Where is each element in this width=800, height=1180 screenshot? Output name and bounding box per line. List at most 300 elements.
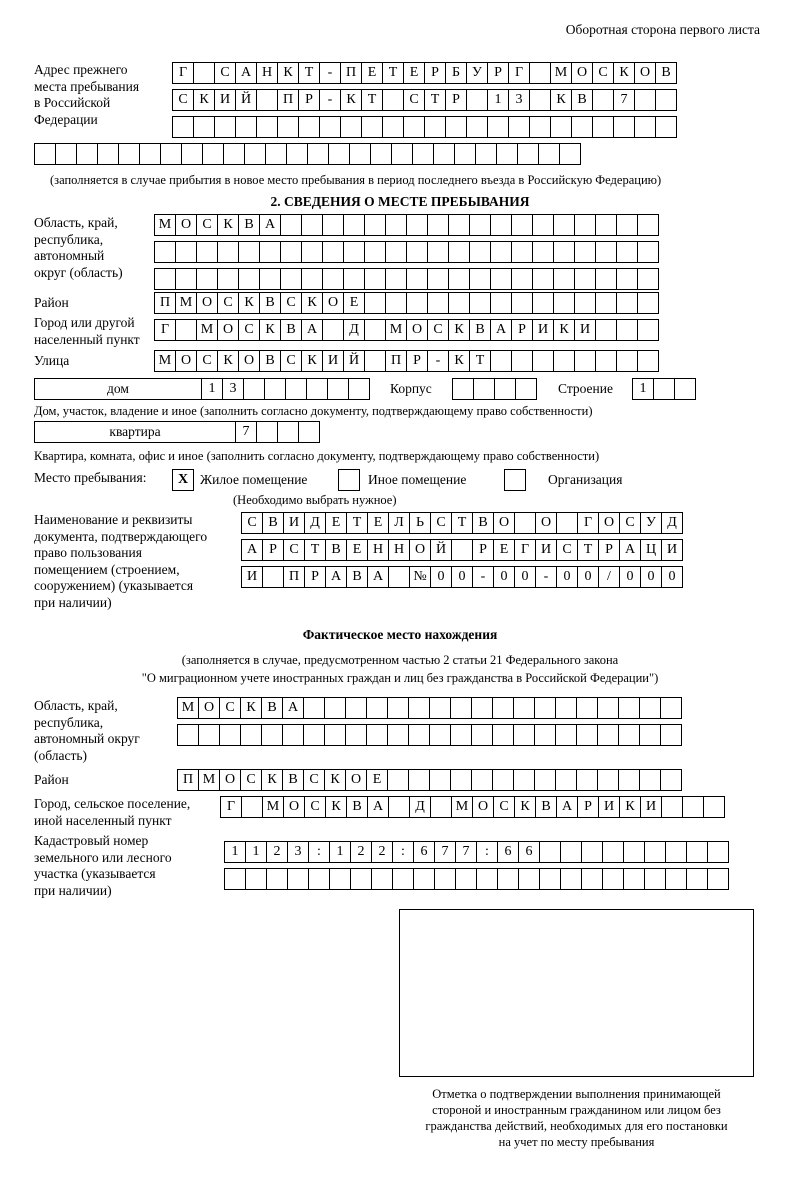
cadastral-cell-19[interactable]	[623, 868, 645, 890]
house-cell-3[interactable]	[264, 378, 286, 400]
document-cell-14[interactable]: -	[535, 566, 557, 588]
city-cell-0[interactable]: Г	[154, 319, 176, 341]
prev-address-cell-14[interactable]: У	[466, 62, 488, 84]
actual-district-cell-0[interactable]: П	[177, 769, 199, 791]
district-cell-11[interactable]	[385, 292, 407, 314]
region-cell-2[interactable]	[196, 268, 218, 290]
document-cell-0[interactable]: И	[241, 566, 263, 588]
korpus-cell-0[interactable]	[452, 378, 474, 400]
document-row-1[interactable]	[241, 512, 682, 534]
cadastral-cell-22[interactable]	[686, 841, 708, 863]
actual-region-cell-14[interactable]	[471, 697, 493, 719]
prev-address-cell-17[interactable]	[391, 143, 413, 165]
actual-region-row-2[interactable]	[177, 724, 681, 746]
document-row-2[interactable]	[241, 539, 682, 561]
prev-address-row-3[interactable]	[172, 116, 676, 138]
document-cell-7[interactable]: Н	[388, 539, 410, 561]
cadastral-cell-18[interactable]	[602, 841, 624, 863]
prev-address-cell-0[interactable]	[172, 116, 194, 138]
region-cell-18[interactable]	[532, 241, 554, 263]
region-cell-13[interactable]	[427, 268, 449, 290]
street-cell-5[interactable]: В	[259, 350, 281, 372]
house-cells[interactable]	[201, 378, 369, 400]
actual-district-cell-3[interactable]: С	[240, 769, 262, 791]
actual-region-cell-16[interactable]	[513, 724, 535, 746]
actual-district-cell-14[interactable]	[471, 769, 493, 791]
actual-region-cell-0[interactable]: М	[177, 697, 199, 719]
street-cell-9[interactable]: Й	[343, 350, 365, 372]
actual-region-cell-23[interactable]	[660, 724, 682, 746]
district-cell-14[interactable]	[448, 292, 470, 314]
region-cell-7[interactable]	[301, 241, 323, 263]
cadastral-cell-14[interactable]	[518, 868, 540, 890]
prev-address-cell-7[interactable]: -	[319, 62, 341, 84]
district-cell-16[interactable]	[490, 292, 512, 314]
prev-address-cell-11[interactable]	[265, 143, 287, 165]
actual-district-cell-10[interactable]	[387, 769, 409, 791]
actual-region-cell-17[interactable]	[534, 697, 556, 719]
actual-region-cell-3[interactable]: К	[240, 697, 262, 719]
region-cell-9[interactable]	[343, 214, 365, 236]
prev-address-cell-15[interactable]: 1	[487, 89, 509, 111]
document-cell-13[interactable]: Г	[514, 539, 536, 561]
actual-region-cell-15[interactable]	[492, 724, 514, 746]
actual-region-cell-3[interactable]	[240, 724, 262, 746]
region-cell-4[interactable]: В	[238, 214, 260, 236]
actual-region-cell-12[interactable]	[429, 697, 451, 719]
cadastral-cell-17[interactable]	[581, 841, 603, 863]
actual-city-cell-17[interactable]: Р	[577, 796, 599, 818]
prev-address-cell-9[interactable]: Т	[361, 89, 383, 111]
cadastral-cell-22[interactable]	[686, 868, 708, 890]
prev-address-cell-23[interactable]	[655, 89, 677, 111]
cadastral-cell-21[interactable]	[665, 841, 687, 863]
document-cell-11[interactable]: В	[472, 512, 494, 534]
place-type-checkbox-residential[interactable]: X	[172, 469, 194, 491]
prev-address-cell-0[interactable]: Г	[172, 62, 194, 84]
district-cell-12[interactable]	[406, 292, 428, 314]
house-cell-6[interactable]	[327, 378, 349, 400]
actual-district-cell-17[interactable]	[534, 769, 556, 791]
prev-address-cell-10[interactable]: Т	[382, 62, 404, 84]
cadastral-cell-8[interactable]	[392, 868, 414, 890]
flat-cell-1[interactable]	[256, 421, 278, 443]
street-cell-4[interactable]: О	[238, 350, 260, 372]
prev-address-cell-13[interactable]: Р	[445, 89, 467, 111]
document-cell-6[interactable]: А	[367, 566, 389, 588]
prev-address-cell-3[interactable]	[97, 143, 119, 165]
cadastral-cell-7[interactable]: 2	[371, 841, 393, 863]
prev-address-cell-18[interactable]	[550, 116, 572, 138]
street-cell-8[interactable]: И	[322, 350, 344, 372]
actual-city-cell-4[interactable]: С	[304, 796, 326, 818]
document-cell-20[interactable]: 0	[661, 566, 683, 588]
prev-address-cell-0[interactable]: С	[172, 89, 194, 111]
actual-district-cell-8[interactable]: О	[345, 769, 367, 791]
street-cell-7[interactable]: К	[301, 350, 323, 372]
region-cell-11[interactable]	[385, 241, 407, 263]
district-cell-4[interactable]: К	[238, 292, 260, 314]
cadastral-cell-11[interactable]	[455, 868, 477, 890]
actual-city-cell-19[interactable]: К	[619, 796, 641, 818]
prev-address-cell-21[interactable]	[475, 143, 497, 165]
actual-district-cell-22[interactable]	[639, 769, 661, 791]
district-cell-0[interactable]: П	[154, 292, 176, 314]
cadastral-cell-12[interactable]: :	[476, 841, 498, 863]
cadastral-cell-1[interactable]: 1	[245, 841, 267, 863]
district-cell-17[interactable]	[511, 292, 533, 314]
house-cell-5[interactable]	[306, 378, 328, 400]
actual-district-cell-6[interactable]: С	[303, 769, 325, 791]
cadastral-cell-5[interactable]	[329, 868, 351, 890]
street-cell-17[interactable]	[511, 350, 533, 372]
region-cell-20[interactable]	[574, 268, 596, 290]
district-cell-5[interactable]: В	[259, 292, 281, 314]
region-cell-14[interactable]	[448, 268, 470, 290]
prev-address-cell-20[interactable]: С	[592, 62, 614, 84]
prev-address-cell-8[interactable]	[340, 116, 362, 138]
city-cell-9[interactable]: Д	[343, 319, 365, 341]
district-row[interactable]	[154, 292, 658, 314]
prev-address-cell-6[interactable]	[160, 143, 182, 165]
city-cell-16[interactable]: А	[490, 319, 512, 341]
street-cell-16[interactable]	[490, 350, 512, 372]
region-cell-21[interactable]	[595, 268, 617, 290]
cadastral-cell-9[interactable]: 6	[413, 841, 435, 863]
house-cell-4[interactable]	[285, 378, 307, 400]
region-cell-4[interactable]	[238, 268, 260, 290]
cadastral-cell-3[interactable]: 3	[287, 841, 309, 863]
document-cell-10[interactable]: Т	[451, 512, 473, 534]
region-cell-20[interactable]	[574, 241, 596, 263]
document-cell-19[interactable]: Ц	[640, 539, 662, 561]
region-cell-20[interactable]	[574, 214, 596, 236]
prev-address-cell-17[interactable]	[529, 116, 551, 138]
prev-address-cell-16[interactable]: Г	[508, 62, 530, 84]
stroenie-cell-0[interactable]: 1	[632, 378, 654, 400]
document-cell-10[interactable]: 0	[451, 566, 473, 588]
prev-address-cell-22[interactable]	[496, 143, 518, 165]
prev-address-cell-12[interactable]	[424, 116, 446, 138]
actual-region-cell-19[interactable]	[576, 697, 598, 719]
city-cell-22[interactable]	[616, 319, 638, 341]
prev-address-cell-15[interactable]	[487, 116, 509, 138]
region-cell-7[interactable]	[301, 268, 323, 290]
document-cell-15[interactable]	[556, 512, 578, 534]
prev-address-cell-3[interactable]	[235, 116, 257, 138]
city-cell-23[interactable]	[637, 319, 659, 341]
city-cell-20[interactable]: И	[574, 319, 596, 341]
actual-city-cell-5[interactable]: К	[325, 796, 347, 818]
document-cell-16[interactable]: Г	[577, 512, 599, 534]
actual-district-cell-2[interactable]: О	[219, 769, 241, 791]
prev-address-cell-11[interactable]: Е	[403, 62, 425, 84]
district-cell-6[interactable]: С	[280, 292, 302, 314]
city-cell-2[interactable]: М	[196, 319, 218, 341]
region-cell-10[interactable]	[364, 241, 386, 263]
street-cell-6[interactable]: С	[280, 350, 302, 372]
korpus-cell-3[interactable]	[515, 378, 537, 400]
document-cell-5[interactable]: Т	[346, 512, 368, 534]
prev-address-cell-13[interactable]	[307, 143, 329, 165]
actual-city-cell-11[interactable]: М	[451, 796, 473, 818]
prev-address-cell-8[interactable]: П	[340, 62, 362, 84]
district-cell-3[interactable]: С	[217, 292, 239, 314]
prev-address-cell-16[interactable]: 3	[508, 89, 530, 111]
prev-address-cell-2[interactable]: С	[214, 62, 236, 84]
actual-region-cell-1[interactable]: О	[198, 697, 220, 719]
district-cell-13[interactable]	[427, 292, 449, 314]
actual-district-cell-18[interactable]	[555, 769, 577, 791]
prev-address-cell-12[interactable]: Т	[424, 89, 446, 111]
prev-address-cell-4[interactable]	[256, 116, 278, 138]
prev-address-cell-12[interactable]	[286, 143, 308, 165]
actual-district-row[interactable]	[177, 769, 681, 791]
document-cell-17[interactable]: /	[598, 566, 620, 588]
document-cell-13[interactable]: 0	[514, 566, 536, 588]
street-cell-11[interactable]: П	[385, 350, 407, 372]
region-cell-9[interactable]	[343, 268, 365, 290]
region-cell-4[interactable]	[238, 241, 260, 263]
street-cell-18[interactable]	[532, 350, 554, 372]
street-cell-19[interactable]	[553, 350, 575, 372]
document-cell-0[interactable]: А	[241, 539, 263, 561]
region-cell-3[interactable]: К	[217, 214, 239, 236]
house-cell-1[interactable]: 3	[222, 378, 244, 400]
document-cell-2[interactable]: И	[283, 512, 305, 534]
prev-address-cell-2[interactable]	[76, 143, 98, 165]
cadastral-cell-8[interactable]: :	[392, 841, 414, 863]
actual-region-cell-8[interactable]	[345, 697, 367, 719]
actual-region-cell-16[interactable]	[513, 697, 535, 719]
document-cell-19[interactable]: 0	[640, 566, 662, 588]
actual-region-cell-6[interactable]	[303, 697, 325, 719]
actual-city-cell-2[interactable]: М	[262, 796, 284, 818]
prev-address-cell-21[interactable]	[613, 116, 635, 138]
prev-address-cell-23[interactable]: В	[655, 62, 677, 84]
actual-district-cell-7[interactable]: К	[324, 769, 346, 791]
prev-address-row-1[interactable]	[172, 62, 676, 84]
street-cell-20[interactable]	[574, 350, 596, 372]
cadastral-cell-4[interactable]: :	[308, 841, 330, 863]
prev-address-cell-23[interactable]	[655, 116, 677, 138]
document-cell-3[interactable]: Д	[304, 512, 326, 534]
prev-address-cell-10[interactable]	[382, 89, 404, 111]
region-cell-22[interactable]	[616, 268, 638, 290]
prev-address-cell-9[interactable]	[223, 143, 245, 165]
city-cell-17[interactable]: Р	[511, 319, 533, 341]
document-cell-14[interactable]: И	[535, 539, 557, 561]
flat-cell-2[interactable]	[277, 421, 299, 443]
korpus-cell-1[interactable]	[473, 378, 495, 400]
document-cell-16[interactable]: 0	[577, 566, 599, 588]
document-cell-0[interactable]: С	[241, 512, 263, 534]
actual-district-cell-19[interactable]	[576, 769, 598, 791]
prev-address-cell-19[interactable]	[433, 143, 455, 165]
prev-address-cell-8[interactable]	[202, 143, 224, 165]
street-cell-1[interactable]: О	[175, 350, 197, 372]
prev-address-cell-8[interactable]: К	[340, 89, 362, 111]
prev-address-cell-20[interactable]	[454, 143, 476, 165]
prev-address-cell-6[interactable]	[298, 116, 320, 138]
actual-region-cell-1[interactable]	[198, 724, 220, 746]
document-cell-4[interactable]: В	[325, 539, 347, 561]
region-cell-17[interactable]	[511, 214, 533, 236]
actual-region-cell-12[interactable]	[429, 724, 451, 746]
document-cell-2[interactable]: С	[283, 539, 305, 561]
city-cell-7[interactable]: А	[301, 319, 323, 341]
actual-region-cell-18[interactable]	[555, 697, 577, 719]
document-cell-11[interactable]: -	[472, 566, 494, 588]
region-cell-19[interactable]	[553, 241, 575, 263]
cadastral-cell-13[interactable]	[497, 868, 519, 890]
street-cell-2[interactable]: С	[196, 350, 218, 372]
document-cell-1[interactable]: В	[262, 512, 284, 534]
actual-region-row-1[interactable]	[177, 697, 681, 719]
region-cell-0[interactable]	[154, 241, 176, 263]
street-cell-10[interactable]	[364, 350, 386, 372]
region-cell-6[interactable]	[280, 214, 302, 236]
prev-address-cell-1[interactable]	[55, 143, 77, 165]
document-cell-8[interactable]: №	[409, 566, 431, 588]
prev-address-cell-15[interactable]: Р	[487, 62, 509, 84]
actual-district-cell-15[interactable]	[492, 769, 514, 791]
region-cell-3[interactable]	[217, 268, 239, 290]
region-cell-15[interactable]	[469, 241, 491, 263]
cadastral-cell-3[interactable]	[287, 868, 309, 890]
document-cell-16[interactable]: Т	[577, 539, 599, 561]
actual-city-cell-15[interactable]: В	[535, 796, 557, 818]
region-cell-8[interactable]	[322, 268, 344, 290]
actual-region-cell-19[interactable]	[576, 724, 598, 746]
cadastral-cell-12[interactable]	[476, 868, 498, 890]
prev-address-cell-10[interactable]	[382, 116, 404, 138]
document-cell-7[interactable]	[388, 566, 410, 588]
cadastral-cell-7[interactable]	[371, 868, 393, 890]
actual-district-cell-12[interactable]	[429, 769, 451, 791]
city-cell-1[interactable]	[175, 319, 197, 341]
district-cell-9[interactable]: Е	[343, 292, 365, 314]
city-cell-12[interactable]: О	[406, 319, 428, 341]
prev-address-cell-10[interactable]	[244, 143, 266, 165]
document-cell-12[interactable]: О	[493, 512, 515, 534]
document-cell-4[interactable]: А	[325, 566, 347, 588]
prev-address-cell-7[interactable]: -	[319, 89, 341, 111]
prev-address-cell-19[interactable]	[571, 116, 593, 138]
cadastral-cell-13[interactable]: 6	[497, 841, 519, 863]
actual-district-cell-23[interactable]	[660, 769, 682, 791]
region-cell-6[interactable]	[280, 268, 302, 290]
city-cell-18[interactable]: И	[532, 319, 554, 341]
document-cell-13[interactable]	[514, 512, 536, 534]
house-cell-2[interactable]	[243, 378, 265, 400]
flat-cells[interactable]	[235, 421, 319, 443]
actual-region-cell-21[interactable]	[618, 724, 640, 746]
cadastral-cell-20[interactable]	[644, 841, 666, 863]
actual-city-cell-8[interactable]	[388, 796, 410, 818]
region-cell-17[interactable]	[511, 268, 533, 290]
region-cell-6[interactable]	[280, 241, 302, 263]
region-row-3[interactable]	[154, 268, 658, 290]
prev-address-cell-19[interactable]: О	[571, 62, 593, 84]
actual-region-cell-22[interactable]	[639, 697, 661, 719]
prev-address-cell-6[interactable]: Т	[298, 62, 320, 84]
actual-region-cell-15[interactable]	[492, 697, 514, 719]
actual-region-cell-21[interactable]	[618, 697, 640, 719]
district-cell-15[interactable]	[469, 292, 491, 314]
cadastral-cell-23[interactable]	[707, 841, 729, 863]
actual-region-cell-4[interactable]	[261, 724, 283, 746]
prev-address-cell-18[interactable]: М	[550, 62, 572, 84]
actual-city-cell-9[interactable]: Д	[409, 796, 431, 818]
cadastral-cell-2[interactable]: 2	[266, 841, 288, 863]
document-cell-6[interactable]: Н	[367, 539, 389, 561]
region-cell-21[interactable]	[595, 241, 617, 263]
region-cell-11[interactable]	[385, 268, 407, 290]
street-cell-12[interactable]: Р	[406, 350, 428, 372]
document-cell-17[interactable]: Р	[598, 539, 620, 561]
region-cell-23[interactable]	[637, 214, 659, 236]
region-cell-10[interactable]	[364, 214, 386, 236]
actual-city-cell-20[interactable]: И	[640, 796, 662, 818]
actual-region-cell-17[interactable]	[534, 724, 556, 746]
actual-region-cell-14[interactable]	[471, 724, 493, 746]
cadastral-cell-15[interactable]	[539, 841, 561, 863]
city-cell-8[interactable]	[322, 319, 344, 341]
region-cell-8[interactable]	[322, 241, 344, 263]
region-cell-0[interactable]	[154, 268, 176, 290]
prev-address-cell-20[interactable]	[592, 89, 614, 111]
street-cell-0[interactable]: М	[154, 350, 176, 372]
prev-address-cell-11[interactable]	[403, 116, 425, 138]
document-cell-9[interactable]: С	[430, 512, 452, 534]
city-cell-10[interactable]	[364, 319, 386, 341]
prev-address-cell-5[interactable]	[139, 143, 161, 165]
actual-city-cell-22[interactable]	[682, 796, 704, 818]
street-cell-15[interactable]: Т	[469, 350, 491, 372]
prev-address-cell-4[interactable]: Н	[256, 62, 278, 84]
prev-address-cell-2[interactable]: И	[214, 89, 236, 111]
document-cell-1[interactable]	[262, 566, 284, 588]
district-cell-19[interactable]	[553, 292, 575, 314]
cadastral-cell-5[interactable]: 1	[329, 841, 351, 863]
region-cell-1[interactable]	[175, 241, 197, 263]
prev-address-cell-18[interactable]: К	[550, 89, 572, 111]
document-cell-6[interactable]: Е	[367, 512, 389, 534]
actual-region-cell-5[interactable]	[282, 724, 304, 746]
cadastral-cell-16[interactable]	[560, 868, 582, 890]
stamp-box[interactable]	[399, 909, 754, 1077]
region-cell-16[interactable]	[490, 214, 512, 236]
document-cell-17[interactable]: О	[598, 512, 620, 534]
place-type-checkbox-organization[interactable]	[504, 469, 526, 491]
actual-region-cell-23[interactable]	[660, 697, 682, 719]
actual-district-cell-21[interactable]	[618, 769, 640, 791]
region-cell-10[interactable]	[364, 268, 386, 290]
flat-cell-0[interactable]: 7	[235, 421, 257, 443]
prev-address-cell-1[interactable]	[193, 62, 215, 84]
region-cell-1[interactable]	[175, 268, 197, 290]
actual-region-cell-11[interactable]	[408, 724, 430, 746]
actual-city-cell-18[interactable]: И	[598, 796, 620, 818]
cadastral-cell-18[interactable]	[602, 868, 624, 890]
prev-address-cell-5[interactable]: К	[277, 62, 299, 84]
city-cell-15[interactable]: В	[469, 319, 491, 341]
region-cell-2[interactable]: С	[196, 214, 218, 236]
prev-address-cell-13[interactable]: Б	[445, 62, 467, 84]
flat-cell-3[interactable]	[298, 421, 320, 443]
city-cell-4[interactable]: С	[238, 319, 260, 341]
